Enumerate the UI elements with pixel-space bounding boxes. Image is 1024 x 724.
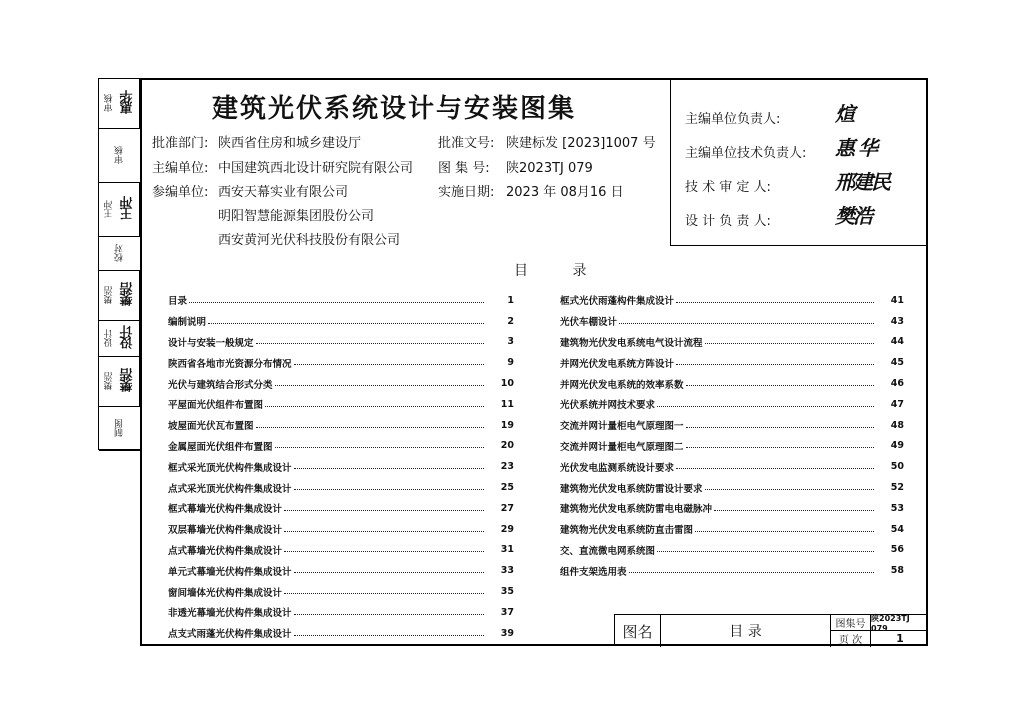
toc-page-number: 41	[890, 294, 904, 306]
sidebar-cell	[99, 129, 140, 183]
toc-page-number: 46	[890, 378, 904, 390]
info-left-row	[152, 181, 348, 200]
toc-entry-title: 点式采光顶光伏构件集成设计	[168, 481, 294, 495]
header-block	[142, 80, 670, 248]
info-right-row	[438, 157, 593, 176]
atlas-number-value: 陕2023TJ 079	[871, 613, 910, 633]
sidebar-signature: 樊浩	[117, 271, 140, 320]
info-key: 图 集 号:	[438, 161, 490, 176]
toc-leader	[284, 531, 484, 532]
signer-signature: 樊浩	[835, 204, 871, 228]
toc-entry-title: 并网光伏发电系统方阵设计	[560, 356, 676, 370]
toc-page-number: 56	[890, 544, 904, 556]
toc-entry-title: 框式幕墙光伏构件集成设计	[168, 501, 284, 515]
page-number-value: 1	[896, 632, 904, 645]
toc-entry-title: 金属屋面光伏组件布置图	[168, 439, 275, 453]
signer-role: 主编单位技术负责人:	[685, 146, 807, 161]
toc-leader	[657, 406, 874, 407]
info-value: 明阳智慧能源集团股份公司	[218, 209, 375, 224]
toc-entry[interactable]	[168, 311, 514, 332]
toc-entry-title: 并网光伏发电系统的效率系数	[560, 377, 686, 391]
sidebar-label: 制图	[115, 419, 125, 438]
toc-page-number: 35	[500, 586, 514, 598]
info-left-row	[152, 157, 413, 176]
toc-page-number: 58	[890, 565, 904, 577]
toc-entry[interactable]	[168, 477, 514, 498]
drawing-name-value: 目 录	[661, 615, 831, 647]
toc-page-number: 48	[890, 419, 904, 431]
drawing-name-label: 图名	[615, 615, 661, 647]
toc-entry-title: 建筑物光伏发电系统防雷设计要求	[560, 481, 705, 495]
toc-entry[interactable]	[560, 311, 904, 332]
toc-leader	[256, 343, 484, 344]
toc-entry[interactable]	[168, 540, 514, 561]
toc-page-number: 20	[500, 440, 514, 452]
toc-entry[interactable]	[168, 623, 514, 644]
toc-page-number: 9	[507, 357, 514, 369]
toc-entry[interactable]	[560, 477, 904, 498]
toc-entry-title: 建筑物光伏发电系统电气设计流程	[560, 335, 705, 349]
toc-entry[interactable]	[168, 581, 514, 602]
toc-entry-title: 平屋面光伏组件布置图	[168, 397, 265, 411]
toc-leader	[275, 447, 484, 448]
signer-signature: 煊	[835, 102, 853, 126]
toc-entry[interactable]	[560, 540, 904, 561]
sidebar-cell	[99, 321, 140, 357]
toc-entry-title: 光伏发电监测系统设计要求	[560, 460, 676, 474]
info-key: 批准部门:	[152, 136, 209, 151]
toc-entry-title: 交流并网计量柜电气原理图一	[560, 418, 686, 432]
toc-leader	[284, 593, 484, 594]
info-value: 陕建标发 [2023]1007 号	[506, 136, 656, 151]
toc-entry-title: 光伏与建筑结合形式分类	[168, 377, 275, 391]
toc-page-number: 54	[890, 523, 904, 535]
toc-entry-title: 交、直流微电网系统图	[560, 543, 657, 557]
toc-leader	[294, 468, 484, 469]
info-key: 主编单位:	[152, 161, 209, 176]
toc-page-number: 10	[500, 378, 514, 390]
signer-row	[685, 204, 871, 229]
toc-leader	[686, 427, 874, 428]
toc-leader	[284, 510, 484, 511]
toc-entry[interactable]	[168, 602, 514, 623]
toc-page-number: 45	[890, 357, 904, 369]
info-right-row	[438, 181, 624, 200]
toc-page-number: 11	[500, 398, 514, 410]
toc-page-number: 19	[500, 419, 514, 431]
sidebar-label: 审核	[115, 146, 125, 165]
info-value: 西安天幕实业有限公司	[218, 185, 349, 200]
toc-entry-title: 设计与安装一般规定	[168, 335, 256, 349]
toc-right-column	[560, 290, 904, 581]
info-value: 陕西省住房和城乡建设厅	[218, 136, 362, 151]
sidebar-cell	[99, 79, 140, 129]
toc-entry[interactable]	[168, 498, 514, 519]
toc-page-number: 25	[500, 482, 514, 494]
toc-page-number: 49	[890, 440, 904, 452]
toc-leader	[676, 468, 874, 469]
toc-entry-title: 建筑物光伏发电系统防雷电电磁脉冲	[560, 501, 714, 515]
page-number-label: 页 次	[831, 630, 871, 647]
toc-page-number: 52	[890, 482, 904, 494]
toc-left-column	[168, 290, 514, 644]
sidebar-cell	[99, 237, 140, 271]
toc-leader	[686, 447, 874, 448]
toc-leader	[294, 572, 484, 573]
toc-leader	[686, 385, 874, 386]
info-left-row	[152, 205, 374, 224]
signature-panel	[670, 80, 928, 246]
toc-leader	[705, 489, 874, 490]
toc-page-number: 2	[507, 315, 514, 327]
toc-leader	[294, 635, 484, 636]
sidebar-signature: 樊浩	[117, 357, 140, 406]
toc-leader	[294, 364, 484, 365]
sidebar-label: 樊浩	[104, 372, 115, 391]
toc-entry[interactable]	[560, 352, 904, 373]
toc-entry[interactable]	[560, 436, 904, 457]
toc-page-number: 27	[500, 502, 514, 514]
toc-entry[interactable]	[168, 415, 514, 436]
toc-heading: 目 录	[514, 263, 607, 279]
toc-leader	[275, 385, 484, 386]
toc-entry[interactable]	[168, 519, 514, 540]
toc-entry-title: 目录	[168, 293, 189, 307]
toc-entry[interactable]	[168, 394, 514, 415]
sidebar-signature: 王冲	[117, 183, 140, 236]
toc-entry-title: 非透光幕墙光伏构件集成设计	[168, 605, 294, 619]
toc-entry[interactable]	[168, 373, 514, 394]
toc-leader	[256, 427, 484, 428]
info-value: 2023 年 08月16 日	[506, 185, 624, 200]
signer-signature: 邢建民	[835, 170, 889, 194]
toc-page-number: 31	[500, 544, 514, 556]
sidebar-cell	[99, 183, 140, 237]
sidebar-label: 王冲	[104, 200, 115, 219]
toc-entry[interactable]	[560, 560, 904, 581]
sidebar-label: 设计	[104, 329, 115, 348]
sign-sidebar	[98, 78, 140, 450]
toc-page-number: 50	[890, 461, 904, 473]
signer-role: 主编单位负责人:	[685, 112, 781, 127]
toc-entry[interactable]	[560, 373, 904, 394]
toc-entry-title: 陕西省各地市光资源分布情况	[168, 356, 294, 370]
toc-page-number: 47	[890, 398, 904, 410]
info-value: 中国建筑西北设计研究院有限公司	[218, 161, 414, 176]
toc-entry[interactable]	[168, 436, 514, 457]
toc-entry[interactable]	[560, 415, 904, 436]
toc-entry[interactable]	[168, 332, 514, 353]
sidebar-signature: 惠华	[117, 79, 140, 128]
toc-entry-title: 双层幕墙光伏构件集成设计	[168, 522, 284, 536]
toc-page-number: 29	[500, 523, 514, 535]
sidebar-label: 樊浩	[104, 286, 115, 305]
toc-page-number: 43	[890, 315, 904, 327]
sidebar-cell	[99, 271, 140, 321]
toc-entry-title: 坡屋面光伏瓦布置图	[168, 418, 256, 432]
signer-row	[685, 102, 853, 127]
sidebar-signature: 设计	[117, 321, 140, 356]
toc-leader	[695, 531, 874, 532]
toc-entry[interactable]	[168, 290, 514, 311]
toc-leader	[208, 323, 484, 324]
info-right-row	[438, 132, 656, 151]
toc-entry[interactable]	[560, 290, 904, 311]
toc-page-number: 53	[890, 502, 904, 514]
toc-entry[interactable]	[560, 394, 904, 415]
signer-row	[685, 136, 876, 161]
toc-entry-title: 组件支架选用表	[560, 564, 629, 578]
toc-page-number: 39	[500, 627, 514, 639]
toc-entry-title: 点式幕墙光伏构件集成设计	[168, 543, 284, 557]
toc-entry[interactable]	[168, 560, 514, 581]
toc-leader	[189, 302, 484, 303]
toc-entry[interactable]	[560, 519, 904, 540]
sidebar-cell	[99, 357, 140, 407]
info-value: 陕2023TJ 079	[506, 161, 593, 176]
toc-entry[interactable]	[560, 332, 904, 353]
sidebar-label: 校对	[115, 244, 125, 263]
toc-entry-title: 交流并网计量柜电气原理图二	[560, 439, 686, 453]
drawing-sheet	[140, 78, 928, 646]
toc-entry-title: 框式采光顶光伏构件集成设计	[168, 460, 294, 474]
toc-leader	[714, 510, 874, 511]
toc-entry-title: 建筑物光伏发电系统防直击雷图	[560, 522, 695, 536]
signer-row	[685, 170, 889, 195]
toc-leader	[265, 406, 484, 407]
toc-leader	[676, 364, 874, 365]
toc-page-number: 44	[890, 336, 904, 348]
toc-leader	[294, 614, 484, 615]
toc-leader	[284, 551, 484, 552]
toc-entry[interactable]	[560, 456, 904, 477]
info-key: 参编单位:	[152, 185, 209, 200]
page-title: 建筑光伏系统设计与安装图集	[212, 94, 577, 124]
toc-leader	[629, 572, 874, 573]
info-value: 西安黄河光伏科技股份有限公司	[218, 233, 401, 248]
info-key: 实施日期:	[438, 185, 495, 200]
toc-page-number: 3	[507, 336, 514, 348]
toc-entry-title: 光伏系统并网技术要求	[560, 397, 657, 411]
signer-signature: 惠 华	[835, 136, 876, 160]
toc-leader	[676, 302, 874, 303]
sidebar-label: 审核	[104, 94, 115, 113]
info-left-row	[152, 229, 400, 248]
atlas-number-label: 图集号	[831, 615, 871, 630]
toc-leader	[619, 323, 874, 324]
toc-entry[interactable]	[168, 352, 514, 373]
title-block	[614, 614, 928, 646]
info-key: 批准文号:	[438, 136, 495, 151]
signer-role: 设 计 负 责 人:	[685, 214, 771, 229]
toc-entry-title: 点支式雨蓬光伏构件集成设计	[168, 626, 294, 640]
toc-page-number: 1	[507, 294, 514, 306]
info-left-row	[152, 132, 361, 151]
toc-entry[interactable]	[560, 498, 904, 519]
toc-entry-title: 光伏车棚设计	[560, 314, 619, 328]
toc-entry[interactable]	[168, 456, 514, 477]
toc-page-number: 23	[500, 461, 514, 473]
sidebar-cell	[99, 407, 140, 451]
toc-leader	[657, 551, 874, 552]
toc-page-number: 37	[500, 606, 514, 618]
toc-leader	[294, 489, 484, 490]
toc-entry-title: 编制说明	[168, 314, 208, 328]
toc-entry-title: 框式光伏雨蓬构件集成设计	[560, 293, 676, 307]
signer-role: 技 术 审 定 人:	[685, 180, 771, 195]
toc-entry-title: 单元式幕墙光伏构件集成设计	[168, 564, 294, 578]
toc-entry-title: 窗间墙体光伏构件集成设计	[168, 585, 284, 599]
toc-page-number: 33	[500, 565, 514, 577]
toc-leader	[705, 343, 874, 344]
